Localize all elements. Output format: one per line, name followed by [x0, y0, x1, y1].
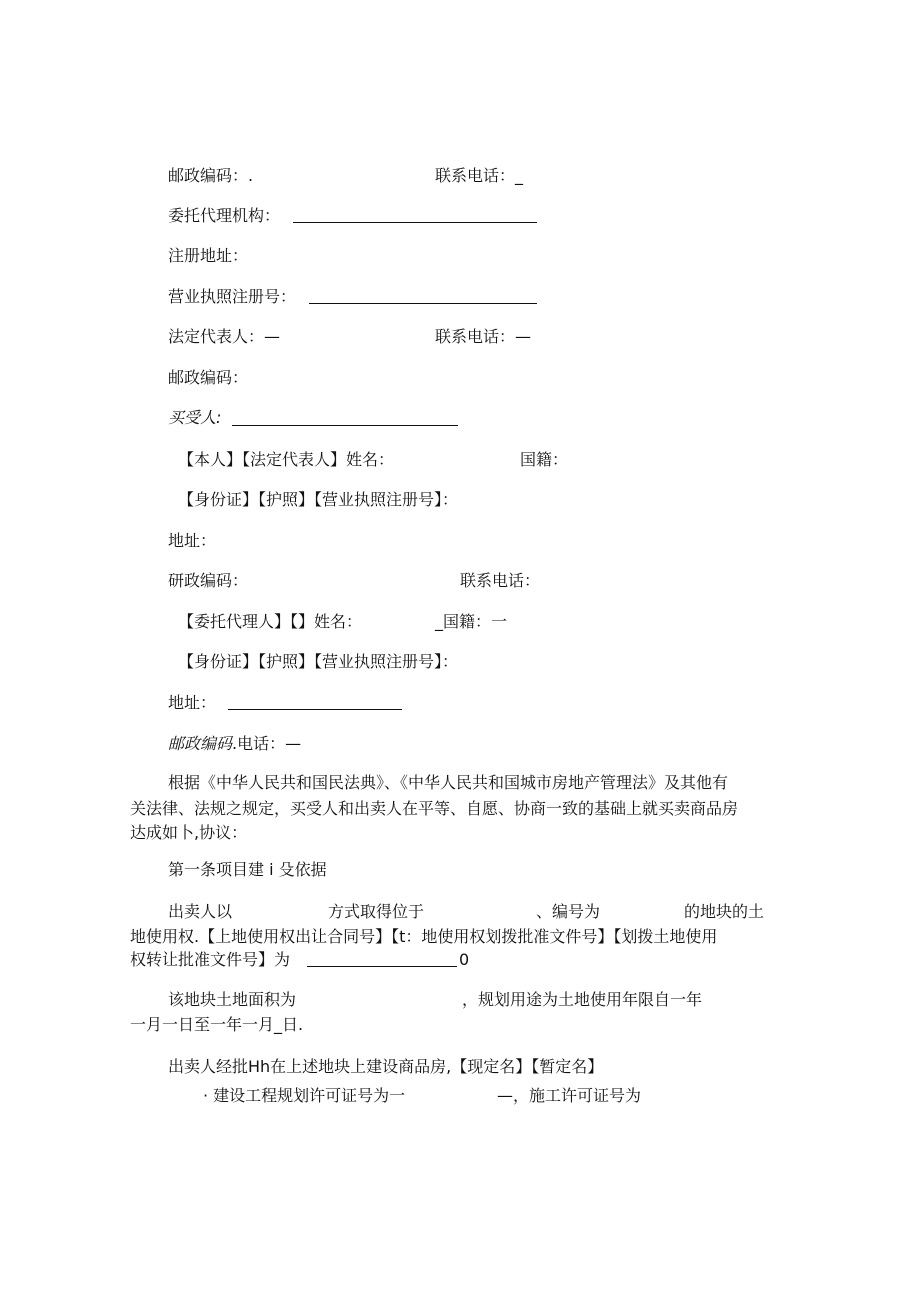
- article1-p1-line3: 权转让批准文件号】为: [130, 950, 291, 969]
- intro-line-3: 达成如卜,协议：: [130, 823, 248, 842]
- buyer-phone-label: 联系电话：: [460, 571, 541, 590]
- legal-rep-phone-label: 联系电话：—: [435, 327, 532, 346]
- article1-p1-b: 方式取得位于: [328, 902, 425, 921]
- article1-p2-line2: 一月一日至一年一月_日.: [130, 1015, 304, 1034]
- buyer-heading: 买受人:: [168, 408, 222, 427]
- buyer-person-line: 【本人】【法定代表人】姓名：: [178, 450, 395, 469]
- article1-p2-a: 该地块土地面积为: [168, 990, 297, 1009]
- article1-p1-d: 的地块的土: [684, 902, 765, 921]
- agency-blank-line: [293, 222, 537, 223]
- agency-postcode-label: 邮政编码：: [168, 368, 249, 387]
- article1-p3-line1: 出卖人经批Hh在上述地块上建设商品房,【现定名】【暂定名】: [168, 1057, 604, 1076]
- agency-label: 委托代理机构：: [168, 206, 281, 225]
- article1-p1-c: 、编号为: [536, 902, 601, 921]
- buyer-blank-line: [232, 425, 458, 426]
- agent-address-blank-line: [228, 709, 402, 710]
- license-label: 营业执照注册号：: [168, 287, 297, 306]
- reg-address-label: 注册地址：: [168, 246, 249, 265]
- intro-line-1: 根据《中华人民共和国民法典》、《中华人民共和国城市房地产管理法》及其他有: [168, 773, 729, 792]
- buyer-address-label: 地址：: [168, 531, 217, 550]
- article1-p1-line2: 地使用权.【上地使用权出让合同号】【t：地使用权划拨批准文件号】【划拨土地使用: [130, 927, 718, 946]
- legal-rep-label: 法定代表人：—: [168, 327, 281, 346]
- article1-title: 第一条项目建 i 殳依据: [168, 860, 327, 879]
- seller-postcode-label: 邮政编码：.: [168, 166, 254, 185]
- article1-p3-line2-a: · 建设工程规划许可证号为一: [203, 1086, 406, 1105]
- article1-p1-a: 出卖人以: [168, 902, 233, 921]
- buyer-nationality-label: 国籍：: [520, 450, 569, 469]
- seller-phone-label: 联系电话：_: [435, 166, 524, 185]
- buyer-postcode-label: 研政编码：: [168, 571, 249, 590]
- agent-line: 【委托代理人】【】姓名：: [178, 612, 363, 631]
- agent-address-label: 地址：: [168, 693, 217, 712]
- agent-postcode-phone: [168, 734, 301, 754]
- license-blank-line: [309, 303, 537, 304]
- agent-id-line: 【身份证】【护照】【营业执照注册号】：: [178, 652, 459, 671]
- article1-p2-b: ，规划用途为土地使用年限自一年: [462, 990, 703, 1009]
- approval-number-blank-line: [307, 966, 457, 967]
- buyer-id-line: 【身份证】【护照】【营业执照注册号】：: [178, 490, 459, 509]
- article1-p1-end: 0: [459, 950, 470, 969]
- article1-p3-line2-b: —，施工许可证号为: [497, 1086, 642, 1105]
- agent-phone-tail: .电话：—: [232, 734, 302, 753]
- agent-nationality: _国籍：一: [435, 612, 508, 631]
- agent-postcode-italic: 邮政编码: [168, 734, 233, 753]
- intro-line-2: 关法律、法规之规定，买受人和出卖人在平等、自愿、协商一致的基础上就买卖商品房: [130, 799, 739, 818]
